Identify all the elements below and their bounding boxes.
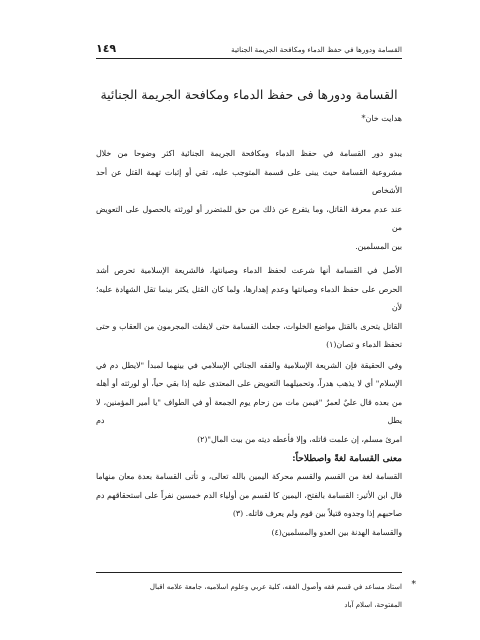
footnote-divider [96, 572, 402, 573]
text-line: يبدو دور القسامة في حفظ الدماء ومكافحة الجريمة الجنائية اكثر وضوحا من خلال [96, 149, 402, 158]
running-header [96, 44, 402, 59]
text-line: قال ابن الأثير: القسامة بالفتح، اليمين كا لقسم من أولياء الدم خمسين نفراً على استحقاقهم دم [96, 490, 402, 500]
asl-paragraph [96, 262, 402, 355]
article-title: القسامة ودورها فى حفظ الدماء ومكافحة الجريمة الجنائية [100, 87, 398, 102]
text-line: من بعده قال عليٌ لعمرٌ "فيمن مات من زحام يوم الجمعة أو في الطواف "يا أمير المؤمنين، لا يطل دم [96, 397, 402, 425]
text-line: بين المسلمين. [355, 241, 402, 251]
author-name: هدايت خان* [361, 114, 402, 123]
text-line: امرئ مسلم، إن علمت قاتله، وإلا فأعطه ديته من بيت المال"(٢) [197, 434, 402, 444]
intro-paragraph [96, 145, 402, 256]
text-line: القسامة لغة من القسم والقسم محركة اليمين بالله تعالى، و تأتى القسامة بعدة معان منهاما [96, 472, 402, 481]
text-line: الأصل في القسامة أنها شرعت لحفظ الدماء وصيانتها، فالشريعة الإسلامية تحرص أشد [96, 266, 402, 275]
article-body [96, 145, 402, 542]
text-line: تحفظ الدماء و تصان(١) [326, 340, 402, 349]
footnote [96, 578, 416, 614]
text-line: وفي الحقيقة فإن الشريعة الإسلامية والفقه الجنائي الإسلامي في بينهما لمبدأ "لايطل دم في [96, 360, 402, 370]
running-title: القسامة ودورها في حفظ الدماء ومكافحة الجريمة الجنائية [231, 45, 402, 54]
text-line: صاحبهم إذا وجدوه قتيلاً بين قوم ولم يعرف قاتله. (٣) [232, 509, 402, 518]
page-number: ١٤٩ [96, 42, 117, 55]
footnote-mark: * [411, 580, 416, 590]
section-heading: معنى القسامة لغةً واصطلاحاً: [292, 454, 402, 464]
footnote-line: استاذ مساعد في قسم فقه وأصول الفقه، كلية عربي وعلوم اسلاميه، جامعة علامه اقبال [149, 583, 402, 591]
text-line: الإسلام" أي لا يذهب هدراً، وتحميلهما التعويض على المعتدى عليه إذا بقي حياً، أو لورثته أو أهله [96, 379, 402, 388]
lugha-paragraph [96, 468, 402, 542]
footnote-line: المفتوحة، اسلام آباد [344, 601, 402, 609]
text-line: مشروعية القسامة حيث يبنى على قسمة المتوجب عليه، تقي أو إثبات تهمة القتل عن أحد الأشخاص [96, 167, 402, 195]
text-line: القاتل يتحرى بالقتل مواضع الخلوات، جعلت القسامة حتى لايفلت المجرمون من العقاب و حتى [96, 321, 402, 331]
text-line: والقسامة الهدنة بين العدو والمسلمين(٤) [271, 527, 402, 537]
haqiqa-paragraph [96, 357, 402, 450]
text-line: عند عدم معرفة القاتل، وما يتفرع عن ذلك من حق للمتضرر أو لورثته بالحصول على التعويض من [96, 204, 402, 232]
text-line: الحرص على حفظ الدماء وصيانتها وعدم إهدارها، ولما كان القتل يكثر بينما تقل الشهادة عليه؛ لأن [96, 284, 402, 312]
